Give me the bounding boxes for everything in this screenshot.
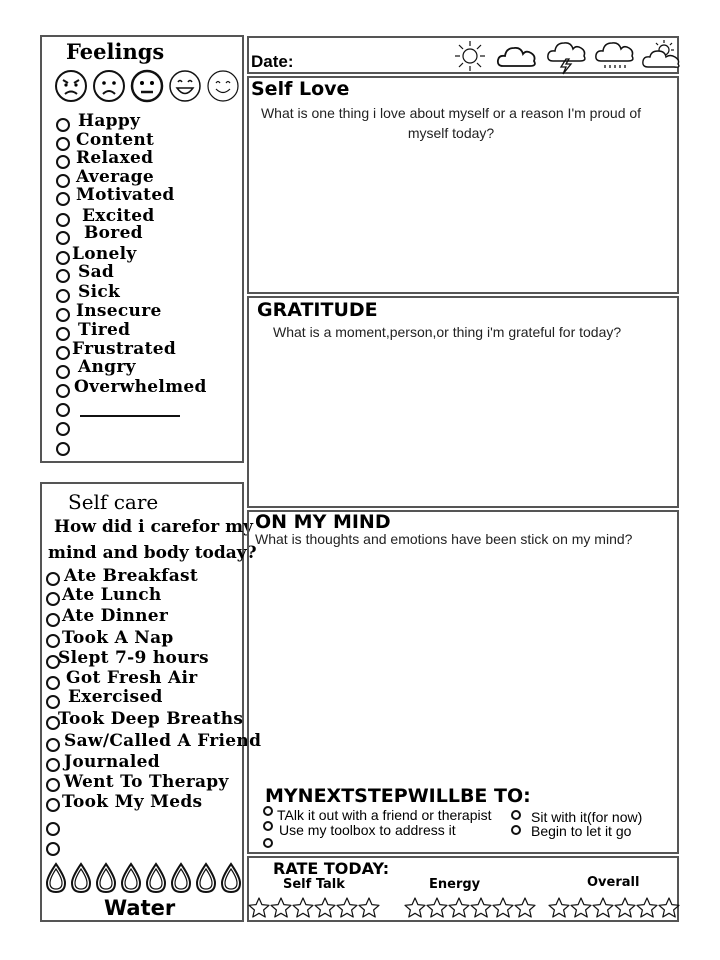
energy-stars	[403, 896, 535, 920]
self-love-title: Self Love	[251, 78, 350, 100]
feeling-checkbox[interactable]	[56, 231, 70, 245]
rating-star-icon[interactable]	[425, 896, 449, 920]
self-talk-stars	[247, 896, 379, 920]
on-my-mind-title: ON MY MIND	[255, 511, 391, 533]
rate-today-title: RATE TODAY:	[273, 859, 390, 878]
rating-star-icon[interactable]	[269, 896, 293, 920]
selfcare-panel	[40, 482, 262, 922]
selfcare-checkbox[interactable]	[46, 798, 60, 812]
next-step-option: Use my toolbox to address it	[279, 822, 456, 838]
gratitude-section[interactable]	[247, 296, 679, 508]
feeling-checkbox[interactable]	[56, 137, 70, 151]
selfcare-checkbox[interactable]	[46, 634, 60, 648]
selfcare-label: Saw/Called A Friend	[64, 731, 262, 751]
feeling-label: Happy	[78, 111, 141, 131]
rate-today-section	[247, 856, 679, 922]
selfcare-label: Ate Lunch	[62, 585, 162, 605]
feeling-checkbox[interactable]	[56, 422, 70, 436]
water-label: Water	[104, 896, 176, 920]
feeling-checkbox[interactable]	[56, 289, 70, 303]
partly-sunny-icon[interactable]	[641, 39, 683, 73]
neutral-face-icon[interactable]	[130, 69, 164, 103]
selfcare-label: Went To Therapy	[64, 772, 229, 792]
rating-star-icon[interactable]	[513, 896, 537, 920]
feeling-checkbox[interactable]	[56, 269, 70, 283]
sun-icon[interactable]	[451, 39, 489, 73]
feeling-label: Average	[76, 167, 154, 187]
selfcare-title: Self care	[68, 490, 159, 514]
water-drop-icon[interactable]	[194, 862, 218, 894]
happy-face-icon[interactable]	[168, 69, 202, 103]
feeling-checkbox[interactable]	[56, 192, 70, 206]
selfcare-checkbox[interactable]	[46, 572, 60, 586]
rating-star-icon[interactable]	[335, 896, 359, 920]
feeling-checkbox[interactable]	[56, 403, 70, 417]
selfcare-label: Journaled	[64, 752, 160, 772]
feeling-label: Frustrated	[72, 339, 177, 359]
feeling-checkbox[interactable]	[56, 251, 70, 265]
feelings-title: Feelings	[66, 39, 165, 64]
next-step-option: Begin to let it go	[531, 823, 632, 839]
rating-star-icon[interactable]	[613, 896, 637, 920]
selfcare-checkbox[interactable]	[46, 592, 60, 606]
feeling-checkbox[interactable]	[56, 346, 70, 360]
selfcare-question-line2: mind and body today?	[48, 543, 257, 563]
sad-face-icon[interactable]	[92, 69, 126, 103]
feeling-label: Lonely	[72, 244, 137, 264]
next-step-checkbox[interactable]	[263, 806, 273, 816]
water-drop-icon[interactable]	[219, 862, 243, 894]
rating-star-icon[interactable]	[547, 896, 571, 920]
rate-label-energy: Energy	[429, 877, 481, 892]
next-step-checkbox[interactable]	[263, 821, 273, 831]
feelings-panel	[40, 35, 244, 463]
feeling-label: Excited	[82, 206, 155, 226]
selfcare-label: Slept 7-9 hours	[58, 648, 209, 668]
water-drop-icon[interactable]	[144, 862, 168, 894]
water-drop-icon[interactable]	[69, 862, 93, 894]
rating-star-icon[interactable]	[635, 896, 659, 920]
selfcare-checkbox[interactable]	[46, 758, 60, 772]
feeling-label: Tired	[78, 320, 131, 340]
rating-star-icon[interactable]	[657, 896, 681, 920]
feeling-label: Overwhelmed	[74, 377, 207, 397]
rating-star-icon[interactable]	[491, 896, 515, 920]
date-bar	[247, 36, 679, 74]
feeling-label: Sick	[78, 282, 121, 302]
selfcare-label: Ate Breakfast	[64, 566, 199, 586]
selfcare-checkbox[interactable]	[46, 613, 60, 627]
rating-star-icon[interactable]	[447, 896, 471, 920]
angry-face-icon[interactable]	[54, 69, 88, 103]
overall-stars	[547, 896, 679, 920]
selfcare-checkbox[interactable]	[46, 695, 60, 709]
storm-cloud-icon[interactable]	[545, 39, 587, 75]
rate-label-self-talk: Self Talk	[283, 877, 345, 892]
feeling-checkbox[interactable]	[56, 155, 70, 169]
selfcare-checkbox[interactable]	[46, 676, 60, 690]
self-love-section[interactable]	[247, 76, 679, 294]
rate-label-overall: Overall	[587, 875, 640, 890]
rating-star-icon[interactable]	[313, 896, 337, 920]
selfcare-label: Exercised	[68, 687, 163, 707]
next-step-title: MYNEXTSTEPWILLBE TO:	[265, 785, 531, 807]
feeling-label: Sad	[78, 262, 115, 282]
rain-cloud-icon[interactable]	[593, 39, 635, 75]
feeling-checkbox[interactable]	[56, 327, 70, 341]
selfcare-label: Got Fresh Air	[66, 668, 198, 688]
next-step-option: TAlk it out with a friend or therapist	[277, 807, 492, 823]
rating-star-icon[interactable]	[247, 896, 271, 920]
smile-face-icon[interactable]	[206, 69, 240, 103]
feeling-checkbox[interactable]	[56, 213, 70, 227]
next-step-checkbox[interactable]	[263, 838, 273, 848]
date-label: Date:	[251, 52, 294, 71]
mood-faces-row	[54, 69, 240, 103]
rating-star-icon[interactable]	[291, 896, 315, 920]
water-drop-icon[interactable]	[94, 862, 118, 894]
custom-feeling-line[interactable]	[80, 415, 180, 417]
selfcare-checkbox[interactable]	[46, 842, 60, 856]
self-love-prompt: What is one thing i love about myself or a reason I'm proud of myself today?	[260, 105, 642, 141]
feeling-checkbox[interactable]	[56, 174, 70, 188]
next-step-checkbox[interactable]	[511, 810, 521, 820]
feeling-checkbox[interactable]	[56, 308, 70, 322]
on-my-mind-prompt: What is thoughts and emotions have been stick on my mind?	[255, 531, 633, 547]
water-drops-row	[44, 862, 243, 894]
selfcare-label: Ate Dinner	[62, 606, 169, 626]
rating-star-icon[interactable]	[591, 896, 615, 920]
feeling-checkbox[interactable]	[56, 365, 70, 379]
feeling-checkbox[interactable]	[56, 442, 70, 456]
water-drop-icon[interactable]	[169, 862, 193, 894]
feeling-label: Motivated	[76, 185, 175, 205]
feeling-label: Angry	[78, 357, 136, 377]
feeling-label: Relaxed	[76, 148, 154, 168]
rating-star-icon[interactable]	[469, 896, 493, 920]
selfcare-checkbox[interactable]	[46, 778, 60, 792]
selfcare-label: Took My Meds	[62, 792, 203, 812]
next-step-option: Sit with it(for now)	[531, 809, 643, 825]
feeling-checkbox[interactable]	[56, 384, 70, 398]
next-step-checkbox[interactable]	[511, 825, 521, 835]
rating-star-icon[interactable]	[403, 896, 427, 920]
selfcare-question-line1: How did i carefor my	[54, 517, 254, 537]
feeling-checkbox[interactable]	[56, 118, 70, 132]
cloud-icon[interactable]	[495, 39, 539, 73]
selfcare-label: Took A Nap	[62, 628, 174, 648]
gratitude-title: GRATITUDE	[257, 299, 378, 321]
on-my-mind-section[interactable]	[247, 510, 679, 854]
selfcare-checkbox[interactable]	[46, 738, 60, 752]
weather-icons-row	[451, 39, 683, 75]
rating-star-icon[interactable]	[569, 896, 593, 920]
feeling-label: Bored	[84, 223, 143, 243]
feeling-label: Content	[76, 130, 155, 150]
feeling-label: Insecure	[76, 301, 162, 321]
selfcare-label: Took Deep Breaths	[58, 709, 244, 729]
gratitude-prompt: What is a moment,person,or thing i'm grateful for today?	[273, 324, 622, 340]
rating-star-icon[interactable]	[357, 896, 381, 920]
water-drop-icon[interactable]	[119, 862, 143, 894]
selfcare-checkbox[interactable]	[46, 822, 60, 836]
water-drop-icon[interactable]	[44, 862, 68, 894]
